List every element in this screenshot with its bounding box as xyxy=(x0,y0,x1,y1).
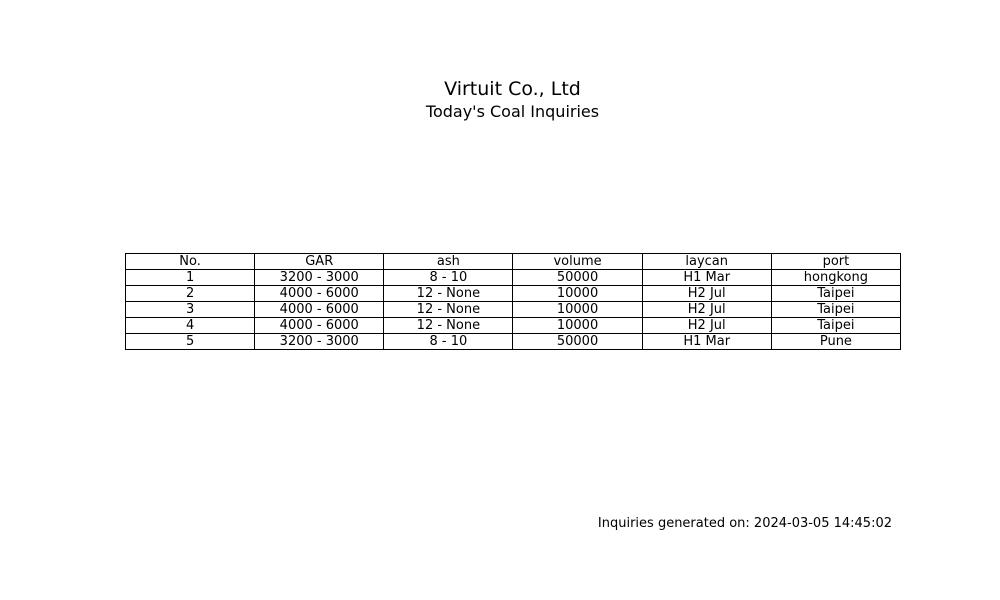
cell-laycan: H1 Mar xyxy=(642,334,771,350)
cell-gar: 4000 - 6000 xyxy=(255,302,384,318)
cell-no: 4 xyxy=(126,318,255,334)
cell-volume: 50000 xyxy=(513,334,642,350)
table-row xyxy=(126,286,901,302)
cell-port: hongkong xyxy=(771,270,900,286)
column-header-port: port xyxy=(771,254,900,270)
inquiries-table xyxy=(125,253,901,350)
generated-timestamp: Inquiries generated on: 2024-03-05 14:45:02 xyxy=(597,516,892,531)
cell-no: 3 xyxy=(126,302,255,318)
cell-port: Pune xyxy=(771,334,900,350)
cell-laycan: H2 Jul xyxy=(642,318,771,334)
cell-laycan: H2 Jul xyxy=(642,302,771,318)
cell-port: Taipei xyxy=(771,318,900,334)
table-header-row xyxy=(126,254,901,270)
cell-gar: 3200 - 3000 xyxy=(255,334,384,350)
cell-ash: 8 - 10 xyxy=(384,334,513,350)
cell-volume: 10000 xyxy=(513,302,642,318)
cell-port: Taipei xyxy=(771,302,900,318)
cell-gar: 3200 - 3000 xyxy=(255,270,384,286)
column-header-no: No. xyxy=(126,254,255,270)
table-row xyxy=(126,318,901,334)
cell-gar: 4000 - 6000 xyxy=(255,286,384,302)
table-row xyxy=(126,270,901,286)
cell-ash: 12 - None xyxy=(384,302,513,318)
cell-no: 1 xyxy=(126,270,255,286)
company-title: Virtuit Co., Ltd xyxy=(444,78,581,100)
cell-port: Taipei xyxy=(771,286,900,302)
cell-laycan: H1 Mar xyxy=(642,270,771,286)
cell-ash: 12 - None xyxy=(384,318,513,334)
cell-volume: 10000 xyxy=(513,286,642,302)
cell-gar: 4000 - 6000 xyxy=(255,318,384,334)
column-header-gar: GAR xyxy=(255,254,384,270)
cell-laycan: H2 Jul xyxy=(642,286,771,302)
page-subtitle: Today's Coal Inquiries xyxy=(425,102,600,121)
cell-no: 2 xyxy=(126,286,255,302)
cell-ash: 8 - 10 xyxy=(384,270,513,286)
cell-no: 5 xyxy=(126,334,255,350)
cell-volume: 10000 xyxy=(513,318,642,334)
table-row xyxy=(126,334,901,350)
cell-volume: 50000 xyxy=(513,270,642,286)
table-row xyxy=(126,302,901,318)
cell-ash: 12 - None xyxy=(384,286,513,302)
column-header-volume: volume xyxy=(513,254,642,270)
column-header-laycan: laycan xyxy=(642,254,771,270)
column-header-ash: ash xyxy=(384,254,513,270)
